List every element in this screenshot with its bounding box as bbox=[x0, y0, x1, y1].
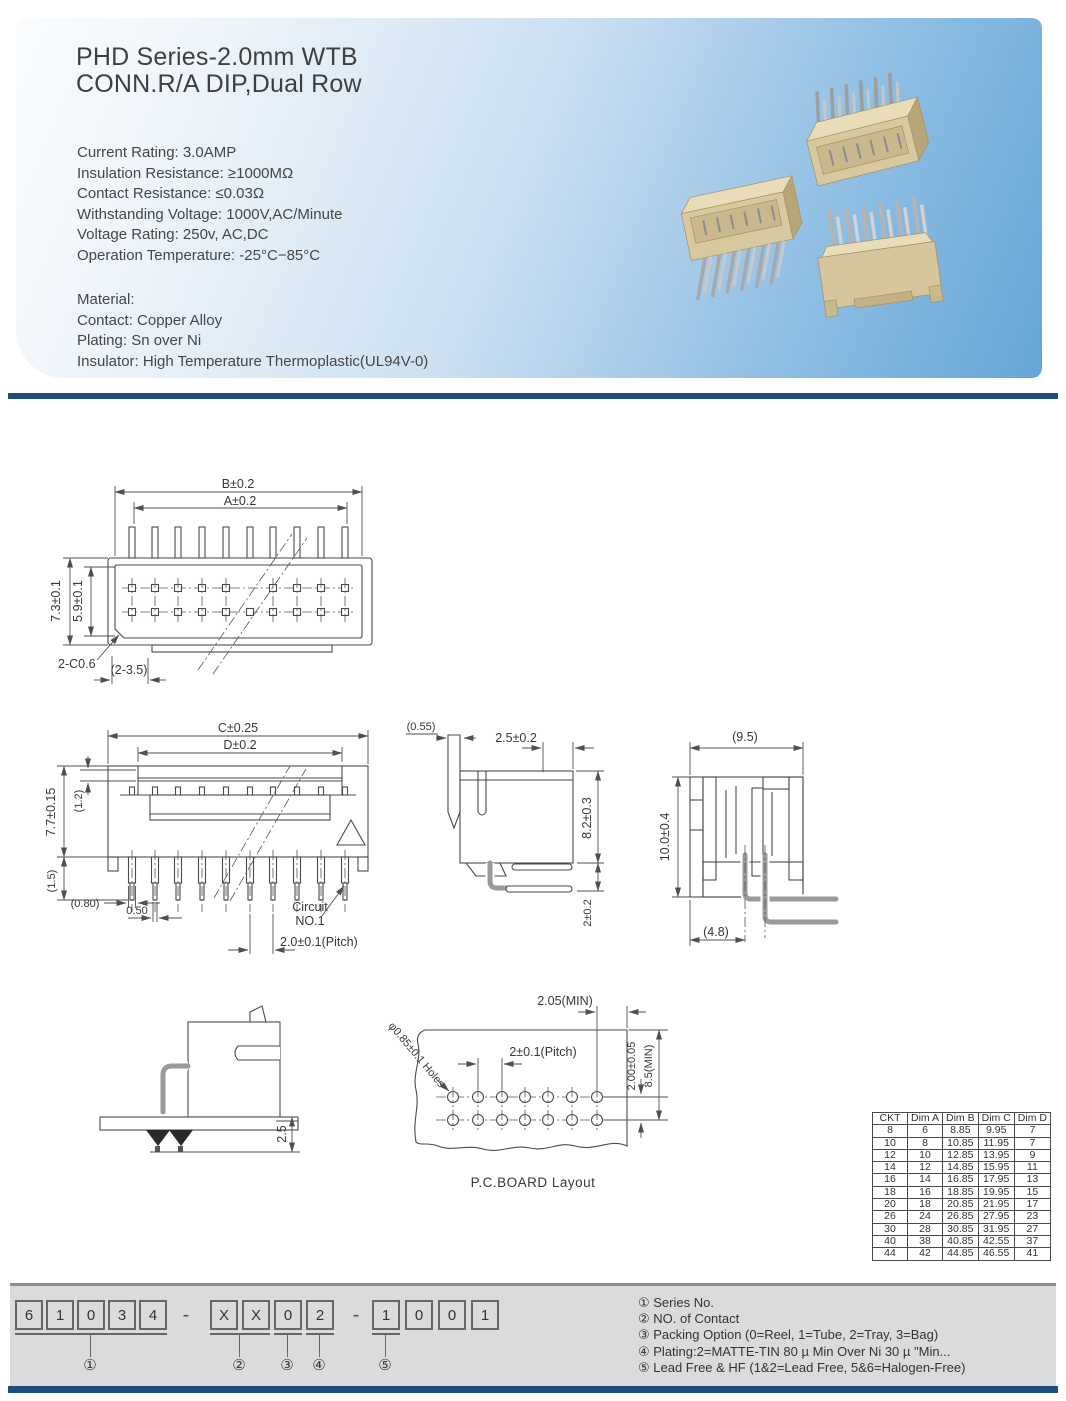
table-cell: 20.85 bbox=[943, 1199, 979, 1211]
table-cell: 9 bbox=[1014, 1149, 1050, 1161]
legend-item: ④ Plating:2=MATTE-TIN 80 µ Min Over Ni 30 µ "Min... bbox=[638, 1343, 951, 1359]
part-number-box: 0 bbox=[77, 1300, 105, 1330]
callout-2: ② bbox=[232, 1357, 246, 1374]
spec-line: Voltage Rating: 250v, AC,DC bbox=[77, 226, 269, 244]
holes-label: φ0.85±0.1 Holes bbox=[385, 1020, 448, 1091]
dim-label-12: (1.2) bbox=[73, 789, 85, 813]
dim-label-48: (4.8) bbox=[703, 925, 729, 939]
bottom-divider bbox=[8, 1386, 1058, 1393]
part-number-group-1 bbox=[15, 1300, 167, 1330]
spec-line: Current Rating: 3.0AMP bbox=[77, 144, 237, 161]
dim-label-board: 2.5 bbox=[275, 1125, 289, 1143]
table-row bbox=[873, 1149, 1051, 1161]
table-cell: 14 bbox=[873, 1162, 908, 1174]
part-number-box: 2 bbox=[306, 1300, 334, 1330]
part-number-panel bbox=[10, 1283, 1056, 1387]
dim-label-080: (0.80) bbox=[70, 898, 100, 910]
table-row bbox=[873, 1162, 1051, 1174]
dim-label-pitch: 2.0±0.1(Pitch) bbox=[280, 935, 358, 949]
part-number-dash-1: - bbox=[182, 1303, 190, 1326]
table-cell: 40 bbox=[873, 1235, 908, 1247]
table-cell: 16 bbox=[873, 1174, 908, 1186]
leader-5 bbox=[385, 1335, 386, 1357]
material-list bbox=[77, 290, 428, 372]
table-cell: 14.85 bbox=[943, 1162, 979, 1174]
table-cell: 38 bbox=[908, 1235, 943, 1247]
table-header-cell: Dim B bbox=[943, 1113, 979, 1125]
table-cell: 10.85 bbox=[943, 1137, 979, 1149]
table-cell: 18 bbox=[908, 1199, 943, 1211]
offset-label: (2-3.5) bbox=[110, 663, 148, 677]
circuit-label-2: NO.1 bbox=[295, 914, 325, 928]
table-cell: 7 bbox=[1014, 1137, 1050, 1149]
leader-4 bbox=[319, 1335, 320, 1357]
header-divider bbox=[8, 393, 1058, 399]
table-cell: 8 bbox=[873, 1125, 908, 1137]
table-cell: 26.85 bbox=[943, 1211, 979, 1223]
legend-item: ① Series No. bbox=[638, 1295, 714, 1310]
spec-line: Withstanding Voltage: 1000V,AC/Minute bbox=[77, 205, 343, 223]
legend-item: ⑤ Lead Free & HF (1&2=Lead Free, 5&6=Halogen-Free) bbox=[638, 1359, 966, 1375]
table-row bbox=[873, 1174, 1051, 1186]
pcb-layout-drawing bbox=[386, 994, 668, 1190]
spec-line: Operation Temperature: -25°C−85°C bbox=[77, 246, 321, 264]
part-number-box: 0 bbox=[438, 1300, 466, 1330]
table-cell: 24 bbox=[908, 1211, 943, 1223]
table-cell: 42 bbox=[908, 1248, 943, 1260]
circuit-label-1: Circuit bbox=[292, 900, 328, 914]
underline-digit-4 bbox=[306, 1333, 334, 1335]
dim-label-2pitch: 2±0.1(Pitch) bbox=[509, 1045, 577, 1059]
table-cell: 31.95 bbox=[978, 1223, 1014, 1235]
part-number-box: X bbox=[242, 1300, 270, 1330]
connector-photo-1 bbox=[796, 68, 933, 186]
table-header-row bbox=[873, 1113, 1051, 1125]
dim-label-25: 2.5±0.2 bbox=[495, 731, 537, 745]
table-cell: 17 bbox=[1014, 1199, 1050, 1211]
dim-label-050: 0.50 bbox=[126, 905, 148, 917]
title-line-1: PHD Series-2.0mm WTB bbox=[76, 43, 358, 71]
underline-digit-5 bbox=[372, 1333, 400, 1335]
dim-label-a: A±0.2 bbox=[223, 494, 257, 508]
dim-label-82: 8.2±0.3 bbox=[580, 797, 594, 839]
table-cell: 14 bbox=[908, 1174, 943, 1186]
title-line-2: CONN.R/A DIP,Dual Row bbox=[76, 70, 362, 98]
table-cell: 28 bbox=[908, 1223, 943, 1235]
table-cell: 23 bbox=[1014, 1211, 1050, 1223]
product-photo bbox=[616, 66, 1036, 371]
spec-line: Insulation Resistance: ≥1000MΩ bbox=[77, 164, 294, 182]
table-cell: 18.85 bbox=[943, 1186, 979, 1198]
table-cell: 12.85 bbox=[943, 1149, 979, 1161]
table-cell: 30 bbox=[873, 1223, 908, 1235]
mounted-view-drawing bbox=[100, 1006, 300, 1152]
table-header-cell: Dim C bbox=[978, 1113, 1014, 1125]
dim-label-85: 8.5(MIN) bbox=[643, 1044, 655, 1088]
table-row bbox=[873, 1211, 1051, 1223]
table-row bbox=[873, 1235, 1051, 1247]
table-cell: 8 bbox=[908, 1137, 943, 1149]
table-cell: 16.85 bbox=[943, 1174, 979, 1186]
connector-photo-3 bbox=[812, 196, 944, 317]
part-number-box: 1 bbox=[471, 1300, 499, 1330]
part-number-box: 4 bbox=[139, 1300, 167, 1330]
underline-digit-3 bbox=[274, 1333, 302, 1335]
table-cell: 41 bbox=[1014, 1248, 1050, 1260]
underline-group-1 bbox=[15, 1333, 167, 1335]
table-row bbox=[873, 1137, 1051, 1149]
table-header-cell: Dim A bbox=[908, 1113, 943, 1125]
table-cell: 16 bbox=[908, 1186, 943, 1198]
dim-label-77: 7.7±0.15 bbox=[44, 787, 58, 837]
part-number-box: X bbox=[210, 1300, 238, 1330]
part-number-box: 1 bbox=[372, 1300, 400, 1330]
front-view-drawing bbox=[44, 721, 368, 954]
part-number-group-2 bbox=[210, 1300, 334, 1330]
material-line: Plating: Sn over Ni bbox=[77, 332, 202, 350]
table-cell: 10 bbox=[873, 1137, 908, 1149]
dim-label-d: D±0.2 bbox=[223, 738, 257, 752]
table-cell: 11 bbox=[1014, 1162, 1050, 1174]
part-number-group-3 bbox=[372, 1300, 499, 1330]
table-cell: 15.95 bbox=[978, 1162, 1014, 1174]
dim-label-100: 10.0±0.4 bbox=[658, 812, 672, 862]
table-cell: 19.95 bbox=[978, 1186, 1014, 1198]
table-header-cell: CKT bbox=[873, 1113, 908, 1125]
part-number-box: 0 bbox=[405, 1300, 433, 1330]
part-number-box: 6 bbox=[15, 1300, 43, 1330]
material-line: Insulator: High Temperature Thermoplastic(UL94V-0) bbox=[77, 352, 429, 370]
table-cell: 13 bbox=[1014, 1174, 1050, 1186]
table-row bbox=[873, 1186, 1051, 1198]
material-lines bbox=[77, 311, 428, 373]
table-body bbox=[873, 1125, 1051, 1260]
spec-line: Contact Resistance: ≤0.03Ω bbox=[77, 185, 265, 203]
leader-2 bbox=[239, 1335, 240, 1357]
table-cell: 11.95 bbox=[978, 1137, 1014, 1149]
dim-label-205: 2.05(MIN) bbox=[537, 994, 593, 1008]
dim-label-200: 2.00±0.05 bbox=[626, 1041, 638, 1091]
table-cell: 44.85 bbox=[943, 1248, 979, 1260]
top-view-drawing bbox=[49, 477, 372, 684]
side-view-drawing bbox=[406, 721, 604, 927]
leader-1 bbox=[90, 1335, 91, 1357]
table-cell: 30.85 bbox=[943, 1223, 979, 1235]
table-cell: 13.95 bbox=[978, 1149, 1014, 1161]
page-title bbox=[76, 44, 362, 98]
connector-photo-2 bbox=[676, 176, 813, 300]
dim-label-055: (0.55) bbox=[406, 721, 436, 733]
table-cell: 10 bbox=[908, 1149, 943, 1161]
table-cell: 12 bbox=[873, 1149, 908, 1161]
table-cell: 20 bbox=[873, 1199, 908, 1211]
table-cell: 6 bbox=[908, 1125, 943, 1137]
chamfer-label: 2-C0.6 bbox=[58, 657, 96, 671]
table-row bbox=[873, 1223, 1051, 1235]
table-cell: 44 bbox=[873, 1248, 908, 1260]
dim-label-c: C±0.25 bbox=[217, 721, 259, 735]
leader-3 bbox=[287, 1335, 288, 1357]
spec-list bbox=[77, 143, 342, 267]
table-cell: 8.85 bbox=[943, 1125, 979, 1137]
table-cell: 15 bbox=[1014, 1186, 1050, 1198]
table-cell: 40.85 bbox=[943, 1235, 979, 1247]
table-cell: 26 bbox=[873, 1211, 908, 1223]
pcb-layout-caption: P.C.BOARD Layout bbox=[470, 1175, 596, 1190]
table-cell: 12 bbox=[908, 1162, 943, 1174]
table-cell: 46.55 bbox=[978, 1248, 1014, 1260]
table-cell: 27 bbox=[1014, 1223, 1050, 1235]
dim-label-73: 7.3±0.1 bbox=[49, 580, 63, 622]
table-cell: 7 bbox=[1014, 1125, 1050, 1137]
callout-1: ① bbox=[83, 1357, 97, 1374]
material-heading: Material: bbox=[77, 291, 135, 308]
section-view-drawing bbox=[658, 730, 836, 946]
dim-label-b: B±0.2 bbox=[221, 477, 255, 491]
dim-label-95: (9.5) bbox=[732, 730, 758, 744]
table-cell: 42.55 bbox=[978, 1235, 1014, 1247]
part-number-dash-2: - bbox=[352, 1303, 360, 1326]
dim-label-202: 2±0.2 bbox=[582, 899, 594, 927]
table-cell: 37 bbox=[1014, 1235, 1050, 1247]
table-header-cell: Dim D bbox=[1014, 1113, 1050, 1125]
material-line: Contact: Copper Alloy bbox=[77, 311, 223, 329]
part-number-box: 1 bbox=[46, 1300, 74, 1330]
dim-label-15: (1.5) bbox=[46, 869, 58, 893]
table-cell: 17.95 bbox=[978, 1174, 1014, 1186]
table-row bbox=[873, 1248, 1051, 1260]
dimension-table bbox=[872, 1112, 1051, 1261]
table-cell: 21.95 bbox=[978, 1199, 1014, 1211]
underline-group-2 bbox=[210, 1333, 270, 1335]
table-row bbox=[873, 1199, 1051, 1211]
legend-item: ② NO. of Contact bbox=[638, 1311, 740, 1327]
callout-3: ③ bbox=[280, 1357, 294, 1374]
table-cell: 18 bbox=[873, 1186, 908, 1198]
header-panel bbox=[16, 18, 1042, 378]
part-number-box: 3 bbox=[108, 1300, 136, 1330]
callout-5: ⑤ bbox=[378, 1357, 392, 1374]
table-row bbox=[873, 1125, 1051, 1137]
dim-label-59: 5.9±0.1 bbox=[71, 580, 85, 622]
table-cell: 9.95 bbox=[978, 1125, 1014, 1137]
callout-4: ④ bbox=[312, 1357, 326, 1374]
part-number-legend bbox=[638, 1295, 965, 1376]
table-cell: 27.95 bbox=[978, 1211, 1014, 1223]
part-number-box: 0 bbox=[274, 1300, 302, 1330]
legend-item: ③ Packing Option (0=Reel, 1=Tube, 2=Tray, 3=Bag) bbox=[638, 1327, 939, 1343]
